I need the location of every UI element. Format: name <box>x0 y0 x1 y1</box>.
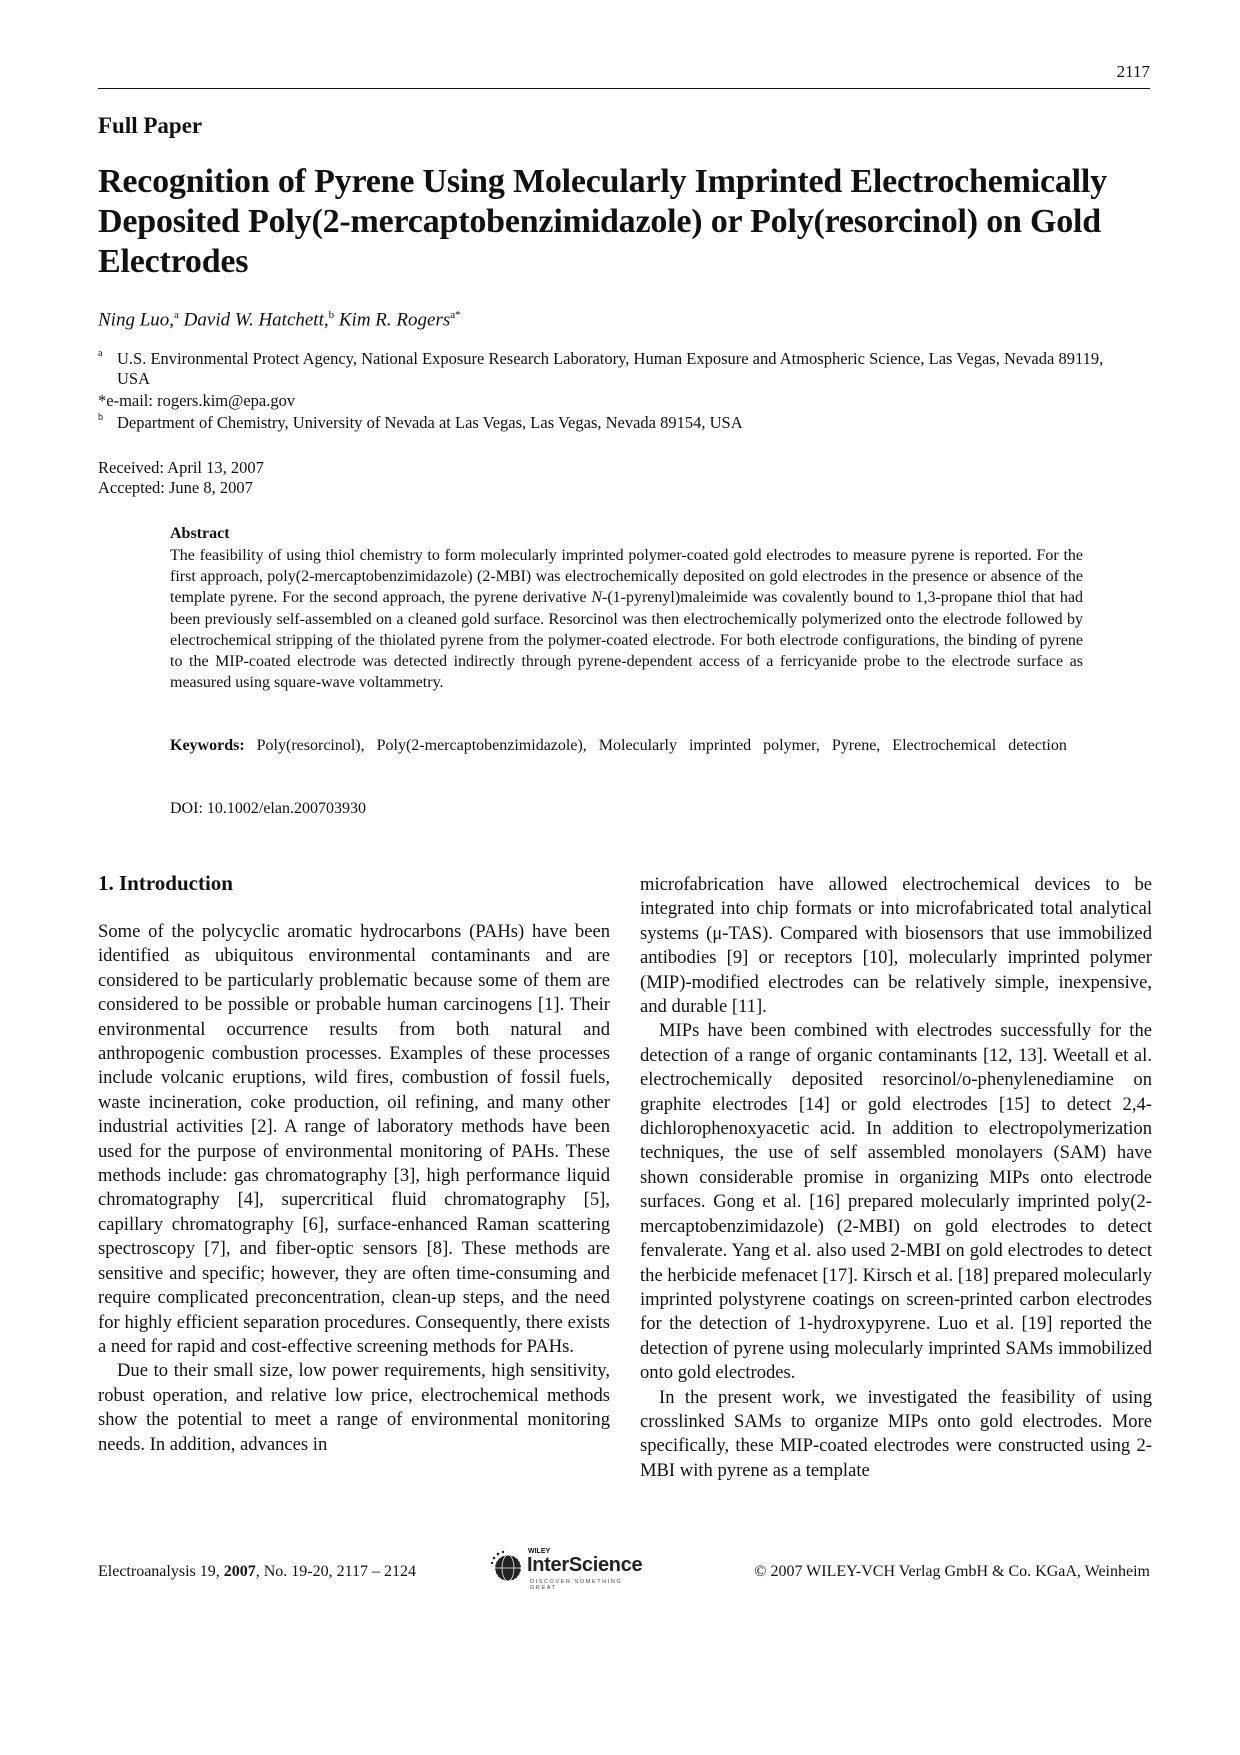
header-rule <box>98 88 1150 89</box>
author-list <box>98 309 461 331</box>
affiliation-text: Department of Chemistry, University of Nevada at Las Vegas, Las Vegas, Nevada 89154, USA <box>117 413 743 432</box>
received-date: Received: April 13, 2007 <box>98 458 264 477</box>
column-right <box>640 873 1152 1483</box>
footer-journal-citation <box>98 1563 416 1581</box>
introduction-heading: 1. Introduction <box>98 871 233 895</box>
journal-suffix: , No. 19-20, 2117 – 2124 <box>255 1563 417 1580</box>
globe-icon <box>490 1550 526 1584</box>
paper-title: Recognition of Pyrene Using Molecularly Imprinted Electrochemically Deposited Poly(2-mercaptobenzimidazole) or Poly(resorcinol) on Gold Electrodes <box>98 163 1107 280</box>
affiliation-b <box>98 413 1140 433</box>
author-affiliation-mark: a* <box>450 309 461 321</box>
abstract-heading: Abstract <box>170 525 230 542</box>
journal-prefix: Electroanalysis 19, <box>98 1563 224 1580</box>
section-label: Full Paper <box>98 113 203 138</box>
affiliation-a <box>98 349 1140 388</box>
abstract-text <box>170 545 1083 693</box>
logo-wiley-text: WILEY <box>528 1548 551 1555</box>
keywords-text: Poly(resorcinol), Poly(2-mercaptobenzimidazole), Molecularly imprinted polymer, Pyrene, Electrochemical detection <box>256 737 1067 754</box>
affiliation-mark: b <box>98 412 103 423</box>
body-paragraph: Some of the polycyclic aromatic hydrocarbons (PAHs) have been identified as ubiquitous environmental contaminants and are considered to be particularly problematic because some of them are considered to be possible or probable human carcinogens [1]. Their environmental occurrence results from both natural and anthropogenic combustion processes. Examples of these processes include volcanic eruptions, wild fires, combustion of fossil fuels, waste incineration, coke production, oil refining, and many other industrial activities [2]. A range of laboratory methods have been used for the purpose of environmental monitoring of PAHs. These methods include: gas chromatography [3], high performance liquid chromatography [4], supercritical fluid chromatography [5], capillary chromatography [6], surface-enhanced Raman scattering spectroscopy [7], and fiber-optic sensors [8]. These methods are sensitive and specific; however, they are often time-consuming and require complicated preconcentration, clean-up steps, and the need for highly efficient separation procedures. Consequently, there exists a need for rapid and cost-effective screening methods for PAHs. <box>98 921 610 1357</box>
affiliation-text: U.S. Environmental Protect Agency, National Exposure Research Laboratory, Human Exposure and Atmospheric Science, Las Vegas, Nevada 89119, USA <box>117 349 1104 388</box>
doi[interactable]: DOI: 10.1002/elan.200703930 <box>170 800 366 817</box>
logo-interscience-text: InterScience <box>527 1554 643 1576</box>
abstract-part: -(1-pyrenyl)maleimide was covalently bound to 1,3-propane thiol that had been previously self-assembled on a cleaned gold surface. Resorcinol was then electrochemically polymerized onto the electrode followed by electrochemical stripping of the thiolated pyrene from the polymer-coated electrode. For both electrode configurations, the binding of pyrene to the MIP-coated electrode was detected indirectly through pyrene-dependent access of a ferricyanide probe to the electrode surface as measured using square-wave voltammetry. <box>170 589 1084 692</box>
body-paragraph: microfabrication have allowed electrochemical devices to be integrated into chip formats or into microfabricated total analytical systems (μ-TAS). Compared with biosensors that use immobilized antibodies [9] or receptors [10], molecularly imprinted polymer (MIP)-modified electrodes can be relatively simple, inexpensive, and durable [11]. <box>640 874 1152 1018</box>
column-left <box>98 870 610 1457</box>
author-affiliation-mark: b <box>328 309 335 321</box>
affiliation-mark: a <box>98 348 103 359</box>
author-name: David W. Hatchett, <box>183 309 329 331</box>
keywords <box>170 735 1083 757</box>
page-number: 2117 <box>1116 62 1150 81</box>
author-affiliation-mark: a <box>174 309 179 321</box>
author-name: Ning Luo, <box>98 309 175 331</box>
logo-tagline: DISCOVER SOMETHING GREAT <box>530 1579 623 1591</box>
body-paragraph: Due to their small size, low power requirements, high sensitivity, robust operation, and relative low price, electrochemical methods show the potential to meet a range of environmental monitoring needs. In addition, advances in <box>98 1360 610 1455</box>
journal-year: 2007 <box>223 1563 256 1580</box>
email-line[interactable]: *e-mail: rogers.kim@epa.gov <box>98 391 296 410</box>
footer-copyright: © 2007 WILEY-VCH Verlag GmbH & Co. KGaA, Weinheim <box>754 1563 1150 1580</box>
abstract-part: The feasibility of using thiol chemistry to form molecularly imprinted polymer-coated gold electrodes to measure pyrene is reported. For the first approach, poly(2-mercaptobenzimidazole) (2-MBI) was electrochemically deposited on gold electrodes in the presence or absence of the template pyrene. For the second approach, the pyrene derivative <box>170 547 1083 607</box>
abstract-italic-n: N <box>591 589 602 607</box>
keywords-label: Keywords: <box>170 737 245 754</box>
article-dates <box>98 458 264 498</box>
body-paragraph: In the present work, we investigated the feasibility of using crosslinked SAMs to organize MIPs onto gold electrodes. More specifically, these MIP-coated electrodes were constructed using 2-MBI with pyrene as a template <box>640 1386 1152 1481</box>
author-name: Kim R. Rogers <box>338 309 451 331</box>
body-paragraph: MIPs have been combined with electrodes successfully for the detection of a range of organic contaminants [12, 13]. Weetall et al. electrochemically deposited resorcinol/o-phenylenediamine on graphite electrodes [14] or gold electrodes [15] to detect 2,4-dichlorophenoxyacetic acid. In addition to electropolymerization techniques, the use of self assembled monolayers (SAM) have shown considerable promise in organizing MIPs onto electrode surfaces. Gong et al. [16] prepared molecularly imprinted poly(2-mercaptobenzimidazole) (2-MBI) on gold electrodes to detect fenvalerate. Yang et al. also used 2-MBI on gold electrodes to detect the herbicide mefenacet [17]. Kirsch et al. [18] prepared molecularly imprinted polystyrene coatings on screen-printed carbon electrodes for the detection of 1-hydroxypyrene. Luo et al. [19] reported the detection of pyrene using molecularly imprinted SAMs immobilized onto gold electrodes. <box>640 1020 1152 1384</box>
accepted-date: Accepted: June 8, 2007 <box>98 478 253 497</box>
interscience-logo <box>490 1548 650 1591</box>
